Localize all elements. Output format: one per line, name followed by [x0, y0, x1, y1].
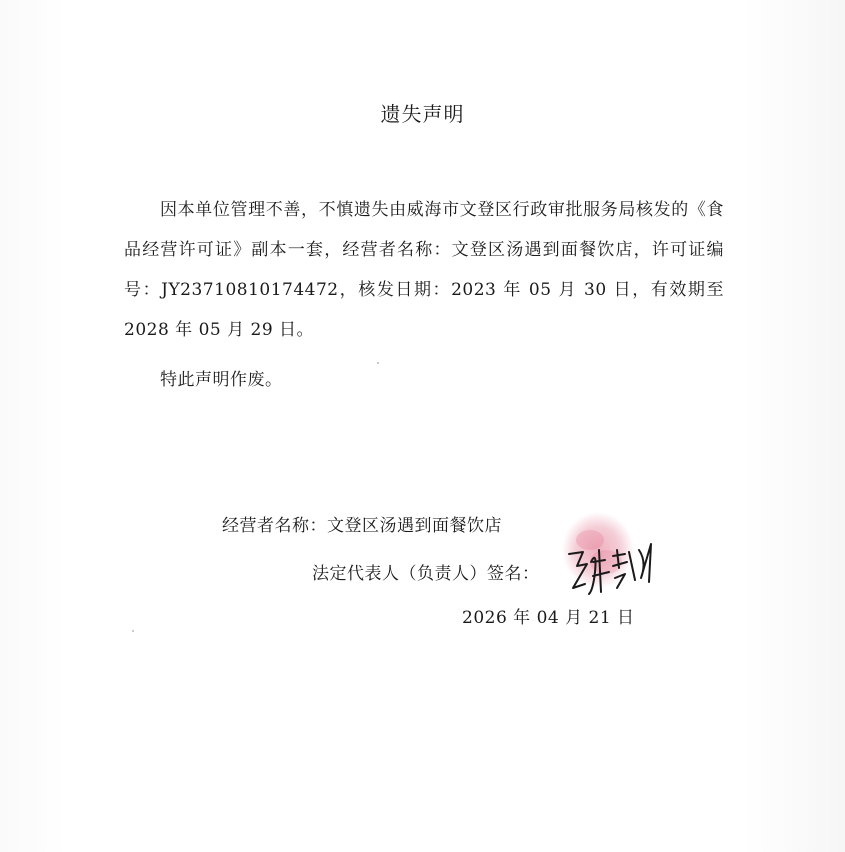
closing-statement: 特此声明作废。	[160, 370, 283, 390]
document-title: 遗失声明	[380, 102, 465, 126]
scan-speck	[377, 362, 379, 364]
declaration-paragraph: 因本单位管理不善，不慎遗失由威海市文登区行政审批服务局核发的《食品经营许可证》副本一套，经营者名称：文登区汤遇到面餐饮店，许可证编号：JY23710810174472，核发日期：2023 年 05 月 30 日，有效期至 2028 年 05 月 29 日。	[124, 200, 724, 340]
declaration-body	[124, 190, 724, 350]
operator-name-line: 经营者名称：文登区汤遇到面餐饮店	[222, 516, 502, 536]
representative-signature-label: 法定代表人（负责人）签名：	[312, 564, 540, 584]
handwritten-signature	[555, 532, 665, 602]
declaration-date: 2026 年 04 月 21 日	[462, 608, 635, 628]
scan-speck	[132, 630, 134, 632]
